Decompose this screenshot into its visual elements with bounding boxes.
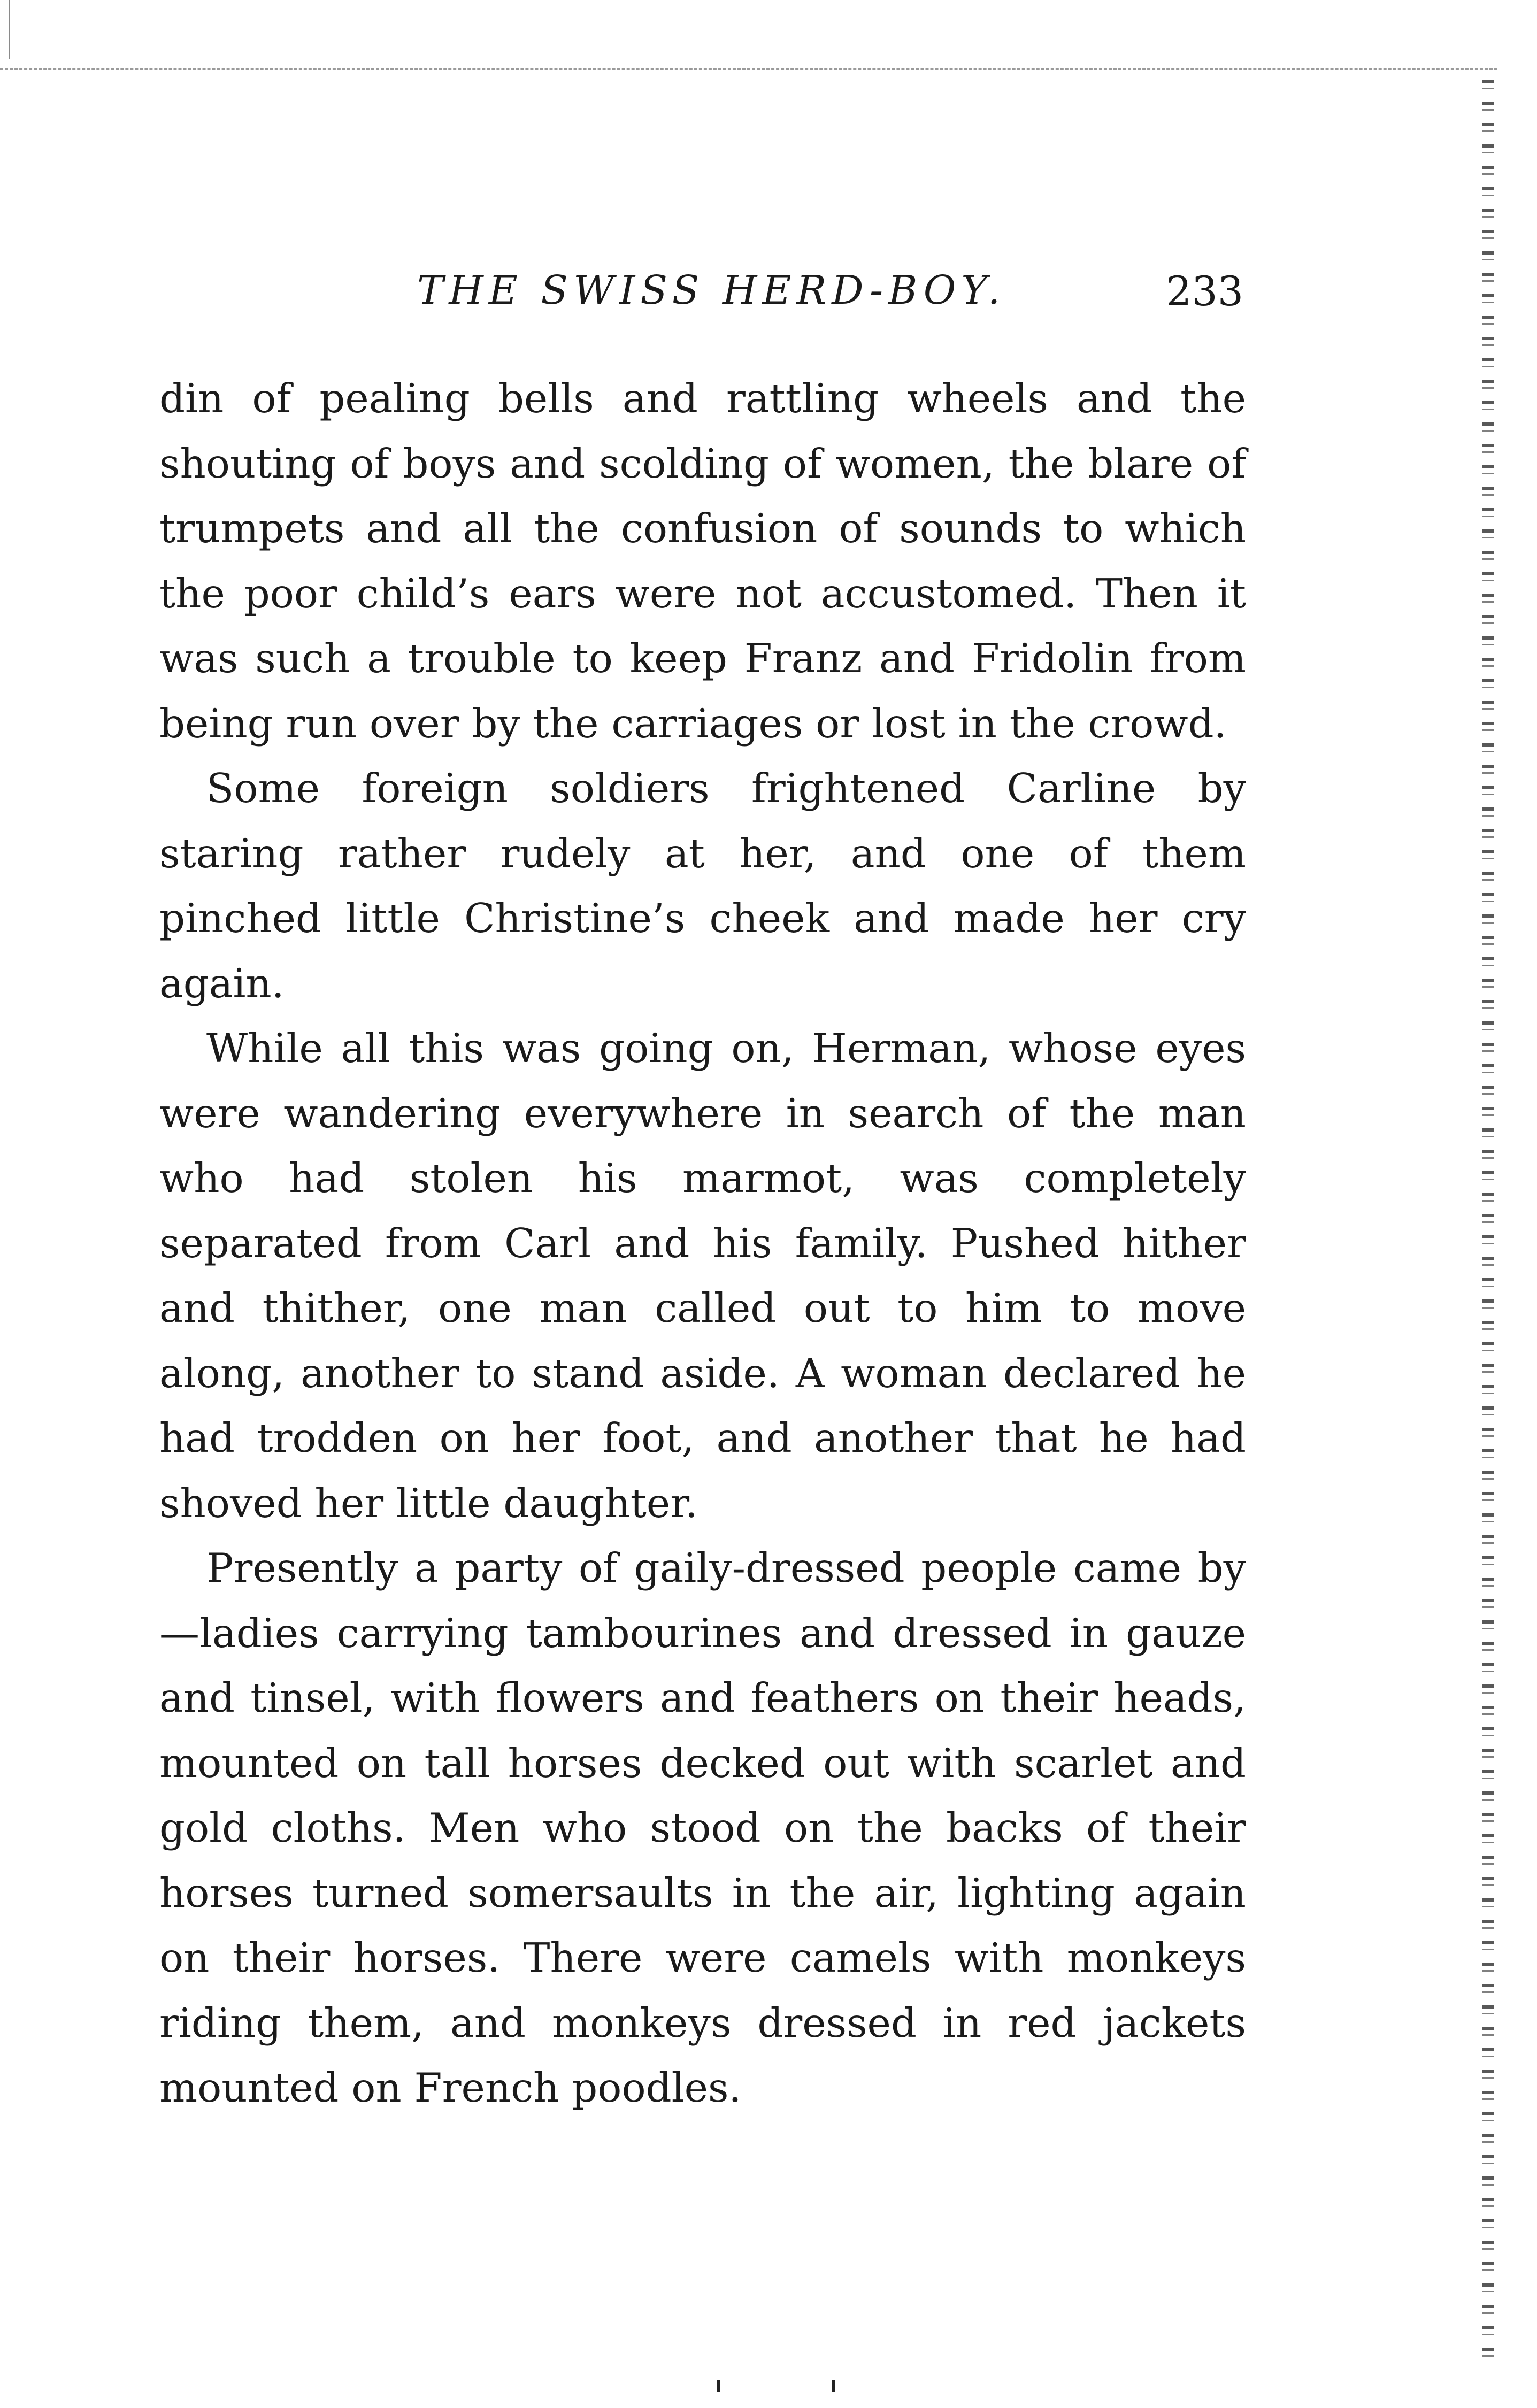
paragraph: Some foreign soldiers frightened Carline by staring rather rudely at her, and one of them pinched little Christine’s cheek and made her cry again. (159, 765, 1246, 1007)
paragraph: Presently a party of gaily-dressed people came by —ladies carrying tambourines and dressed in gauze and tinsel, with flowers and feathers on their heads, mounted on tall horses decked out with scarlet and gold cloths. Men who stood on the backs of their horses turned somersaults in the air, lighting again on their horses. There were camels with monkeys riding them, and monkeys dressed in red jackets mounted on French poodles. (159, 1544, 1246, 2111)
running-head-title: THE SWISS HERD-BOY. (417, 267, 1006, 313)
paragraph-continued: din of pealing bells and rattling wheels and the shouting of boys and scolding of women, the blare of trumpets and all the confusion of sounds to which the poor child’s ears were not accustomed. Then it was such a trouble to keep Franz and Fridolin from being run over by the carriages or lost in the crowd. (159, 375, 1246, 747)
body-text (159, 366, 1246, 2121)
scan-binding-edge (1482, 80, 1494, 2358)
scan-bottom-marks (717, 2380, 856, 2394)
page-number: 233 (1166, 267, 1244, 315)
paragraph: While all this was going on, Herman, whose eyes were wandering everywhere in search of the man who had stolen his marmot, was completely separated from Carl and his family. Pushed hither and thither, one man called out to him to move along, another to stand aside. A woman declared he had trodden on her foot, and another that he had shoved her little daughter. (159, 1025, 1246, 1527)
scan-edge-mark (9, 0, 10, 59)
scan-top-rule (0, 68, 1497, 70)
